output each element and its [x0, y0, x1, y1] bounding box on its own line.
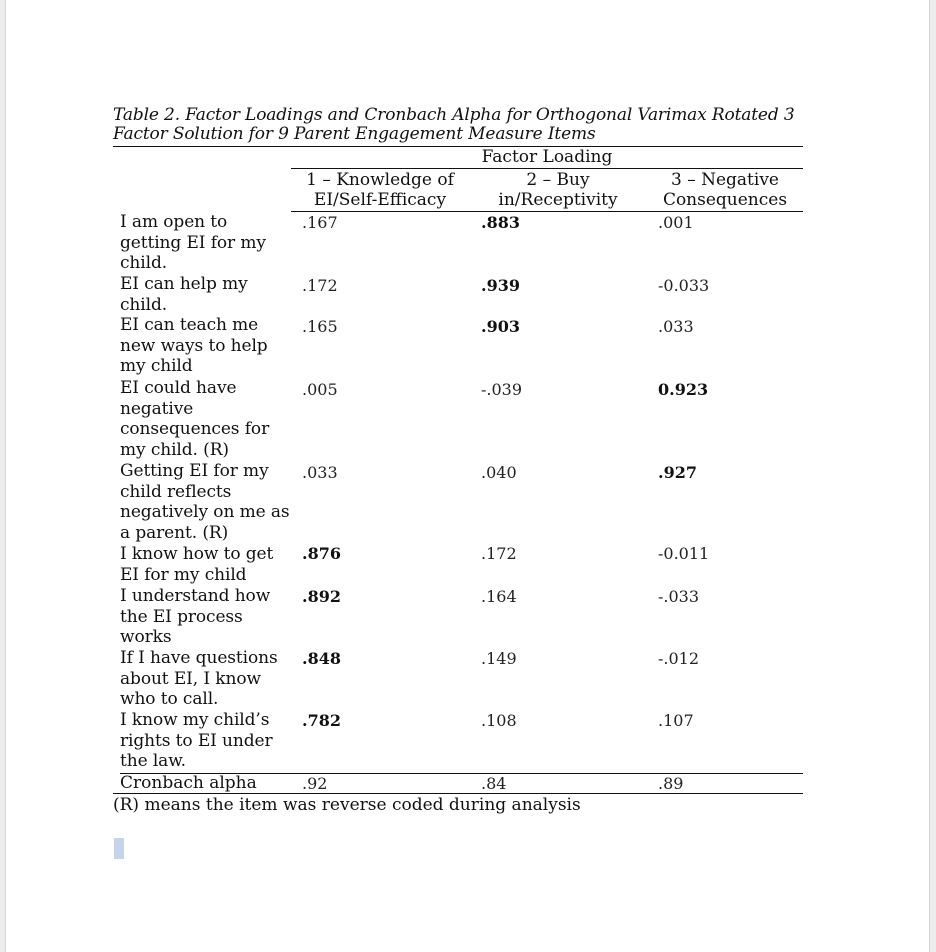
- table-caption-line-1: Table 2. Factor Loadings and Cronbach Alpha for Orthogonal Varimax Rotated 3: [113, 105, 795, 125]
- loading-cell-6-3: -0.011: [658, 544, 710, 563]
- item-label-5: Getting EI for my child reflects negatively on me as a parent. (R): [120, 461, 290, 544]
- loading-cell-5-2: .040: [481, 463, 517, 482]
- column-header-2: [469, 171, 647, 210]
- loading-cell-5-1: .033: [302, 463, 338, 482]
- item-label-2: EI can help my child.: [120, 274, 248, 315]
- item-label-1: I am open to getting EI for my child.: [120, 212, 266, 274]
- cronbach-alpha-label: Cronbach alpha: [120, 773, 257, 793]
- loading-cell-3-1: .165: [302, 317, 338, 336]
- loading-cell-7-1: .892: [302, 587, 341, 606]
- loading-cell-8-2: .149: [481, 649, 517, 668]
- table-caption: [113, 106, 813, 144]
- cronbach-alpha-value-2: .84: [481, 774, 507, 793]
- column-header-1-line-2: EI/Self-Efficacy: [313, 189, 447, 210]
- loading-cell-9-1: .782: [302, 711, 341, 730]
- loading-cell-8-3: -.012: [658, 649, 700, 668]
- column-header-1-line-1: 1 – Knowledge of: [306, 170, 454, 190]
- loading-cell-4-1: .005: [302, 380, 338, 399]
- item-label-4: EI could have negative consequences for my child. (R): [120, 378, 270, 461]
- loading-cell-1-2: .883: [481, 213, 520, 232]
- loading-cell-7-3: -.033: [658, 587, 700, 606]
- column-header-2-line-2: in/Receptivity: [498, 189, 618, 210]
- column-header-3-line-2: Consequences: [662, 189, 788, 210]
- factor-loading-header: Factor Loading: [481, 147, 613, 167]
- header-bottom-rule: [291, 211, 803, 212]
- loading-cell-7-2: .164: [481, 587, 517, 606]
- loading-cell-4-3: 0.923: [658, 380, 709, 399]
- factor-loading-rule: [291, 168, 803, 169]
- text-cursor[interactable]: [114, 838, 124, 859]
- cronbach-alpha-value-3: .89: [658, 774, 684, 793]
- loading-cell-2-3: -0.033: [658, 276, 710, 295]
- loading-cell-5-3: .927: [658, 463, 697, 482]
- column-header-1: [291, 171, 469, 210]
- loading-cell-2-1: .172: [302, 276, 338, 295]
- item-label-3: EI can teach me new ways to help my child: [120, 315, 268, 377]
- loading-cell-3-3: .033: [658, 317, 694, 336]
- loading-cell-4-2: -.039: [481, 380, 523, 399]
- table-note: (R) means the item was reverse coded during analysis: [113, 795, 581, 815]
- loading-cell-9-3: .107: [658, 711, 694, 730]
- cronbach-alpha-value-1: .92: [302, 774, 328, 793]
- table-top-rule: [113, 146, 803, 147]
- loading-cell-9-2: .108: [481, 711, 517, 730]
- item-label-6: I know how to get EI for my child: [120, 544, 274, 585]
- loading-cell-6-2: .172: [481, 544, 517, 563]
- loading-cell-6-1: .876: [302, 544, 341, 563]
- column-header-3-line-1: 3 – Negative: [670, 170, 779, 190]
- item-label-9: I know my child’s rights to EI under the law.: [120, 710, 273, 772]
- loading-cell-2-2: .939: [481, 276, 520, 295]
- column-header-3: [647, 171, 803, 210]
- loading-cell-8-1: .848: [302, 649, 341, 668]
- document-page: [5, 0, 930, 952]
- loading-cell-3-2: .903: [481, 317, 520, 336]
- loading-cell-1-1: .167: [302, 213, 338, 232]
- table-caption-line-2: Factor Solution for 9 Parent Engagement Measure Items: [113, 124, 596, 144]
- item-label-8: If I have questions about EI, I know who to call.: [120, 648, 278, 710]
- loading-cell-1-3: .001: [658, 213, 694, 232]
- item-label-7: I understand how the EI process works: [120, 586, 271, 648]
- column-header-2-line-1: 2 – Buy: [526, 170, 590, 190]
